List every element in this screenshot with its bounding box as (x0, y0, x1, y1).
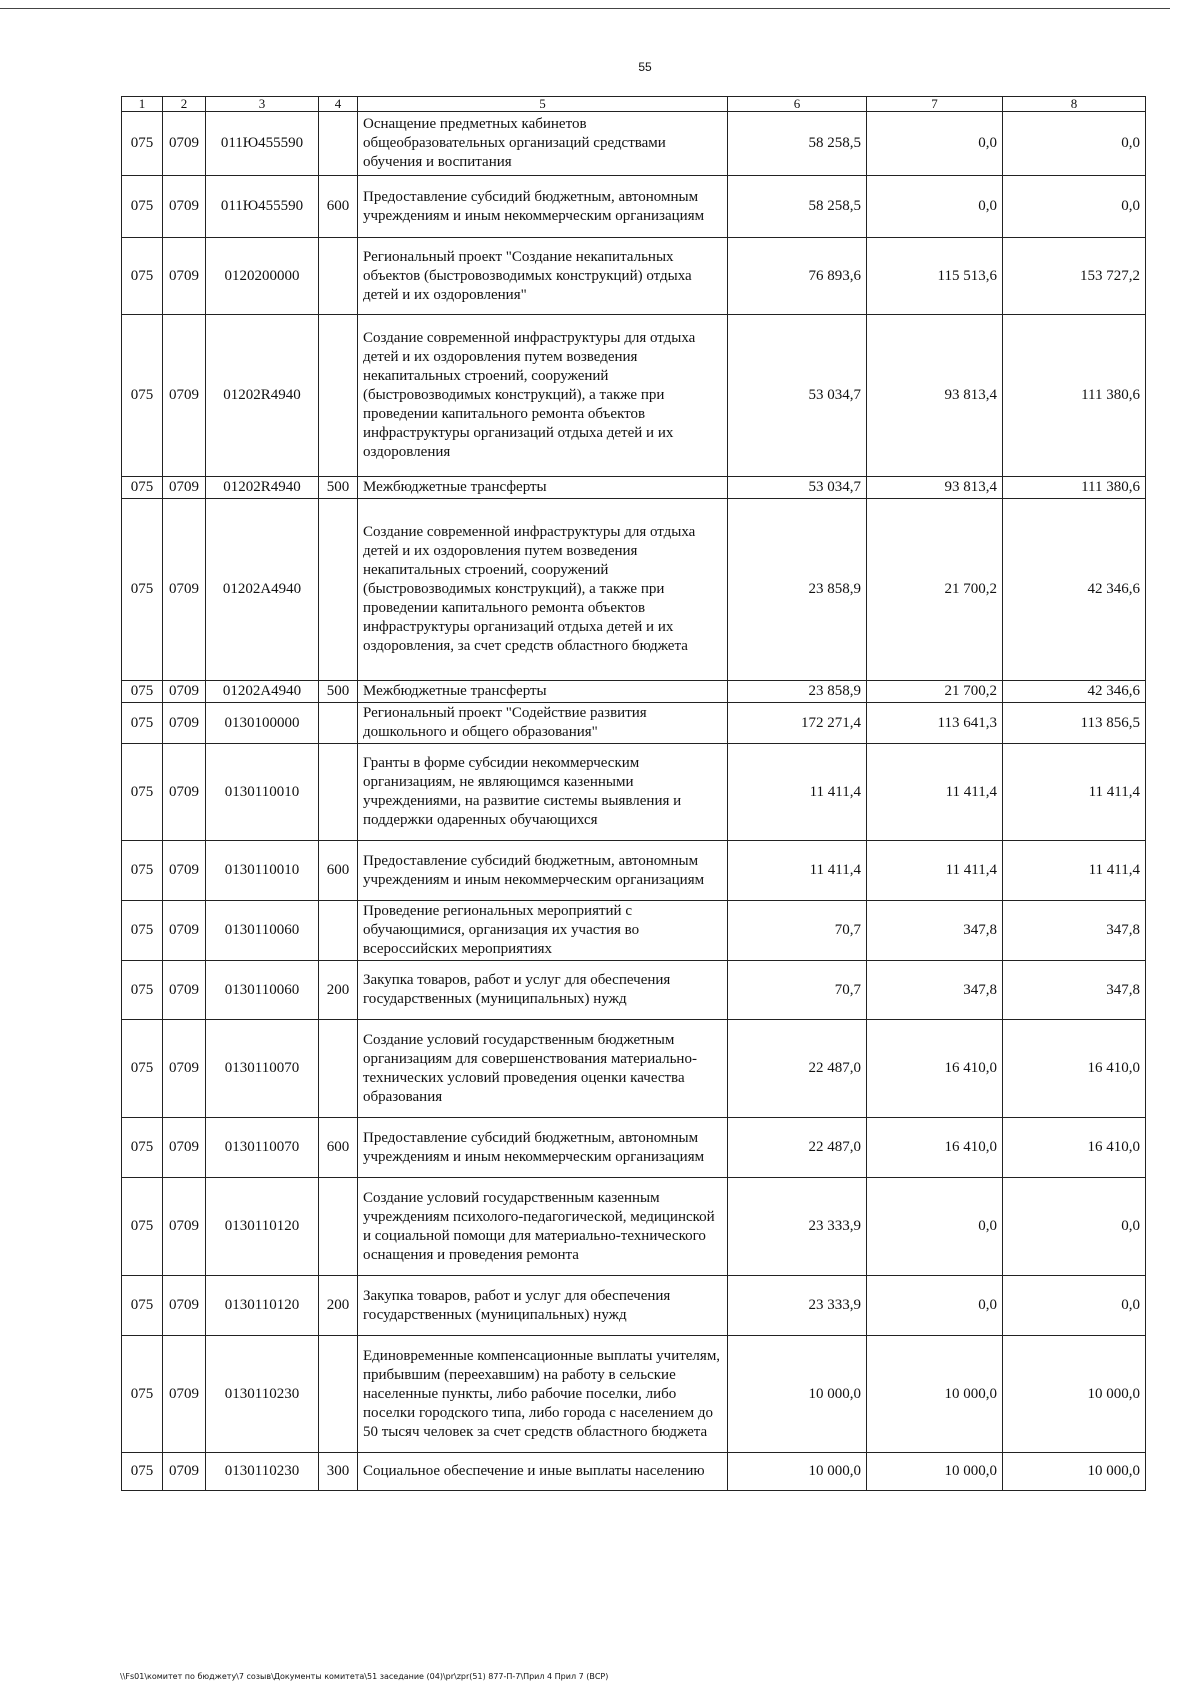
cell-expense-type: 300 (319, 1453, 358, 1491)
cell-amount-year1: 22 487,0 (728, 1118, 867, 1178)
cell-amount-year1: 23 333,9 (728, 1276, 867, 1336)
cell-description: Единовременные компенсационные выплаты учителям, прибывшим (переехавшим) на работу в сельские населенные пункты, либо рабочие поселки, либо поселки городского типа, либо города с населением до 50 тысяч человек за счет средств областного бюджета (358, 1336, 728, 1453)
cell-amount-year3: 16 410,0 (1003, 1020, 1146, 1118)
cell-amount-year3: 42 346,6 (1003, 499, 1146, 681)
table-row (122, 841, 1146, 901)
cell-section-code: 0709 (163, 176, 206, 238)
table-row (122, 681, 1146, 703)
cell-amount-year3: 347,8 (1003, 901, 1146, 961)
cell-admin-code: 075 (122, 477, 163, 499)
cell-amount-year3: 10 000,0 (1003, 1336, 1146, 1453)
cell-target-code: 01202R4940 (206, 477, 319, 499)
cell-section-code: 0709 (163, 681, 206, 703)
scan-top-border (0, 8, 1170, 9)
table-row (122, 499, 1146, 681)
cell-section-code: 0709 (163, 238, 206, 315)
cell-amount-year1: 70,7 (728, 901, 867, 961)
table-row (122, 1276, 1146, 1336)
cell-description: Предоставление субсидий бюджетным, автономным учреждениям и иным некоммерческим организациям (358, 1118, 728, 1178)
cell-amount-year1: 70,7 (728, 961, 867, 1020)
cell-description: Предоставление субсидий бюджетным, автономным учреждениям и иным некоммерческим организациям (358, 841, 728, 901)
cell-admin-code: 075 (122, 841, 163, 901)
cell-expense-type: 600 (319, 1118, 358, 1178)
cell-admin-code: 075 (122, 1336, 163, 1453)
cell-amount-year2: 0,0 (867, 176, 1003, 238)
table-row (122, 1118, 1146, 1178)
cell-amount-year2: 21 700,2 (867, 681, 1003, 703)
cell-amount-year1: 10 000,0 (728, 1336, 867, 1453)
cell-amount-year1: 11 411,4 (728, 744, 867, 841)
cell-section-code: 0709 (163, 1020, 206, 1118)
cell-expense-type (319, 744, 358, 841)
cell-admin-code: 075 (122, 112, 163, 176)
cell-amount-year2: 93 813,4 (867, 315, 1003, 477)
column-header: 8 (1003, 97, 1146, 112)
column-header: 5 (358, 97, 728, 112)
column-header: 6 (728, 97, 867, 112)
cell-amount-year3: 10 000,0 (1003, 1453, 1146, 1491)
cell-description: Создание условий государственным бюджетным организациям для совершенствования материально-технических условий проведения оценки качества образования (358, 1020, 728, 1118)
column-header: 3 (206, 97, 319, 112)
table-body (122, 112, 1146, 1491)
cell-amount-year3: 347,8 (1003, 961, 1146, 1020)
table-row (122, 901, 1146, 961)
cell-description: Межбюджетные трансферты (358, 477, 728, 499)
table-row (122, 315, 1146, 477)
cell-section-code: 0709 (163, 1276, 206, 1336)
cell-amount-year2: 16 410,0 (867, 1020, 1003, 1118)
cell-description: Проведение региональных мероприятий с обучающимися, организация их участия во всероссийских мероприятиях (358, 901, 728, 961)
cell-amount-year2: 0,0 (867, 112, 1003, 176)
cell-section-code: 0709 (163, 1453, 206, 1491)
cell-admin-code: 075 (122, 1118, 163, 1178)
cell-section-code: 0709 (163, 499, 206, 681)
cell-amount-year3: 113 856,5 (1003, 703, 1146, 744)
cell-amount-year3: 42 346,6 (1003, 681, 1146, 703)
cell-amount-year1: 53 034,7 (728, 315, 867, 477)
cell-amount-year3: 11 411,4 (1003, 841, 1146, 901)
cell-admin-code: 075 (122, 1020, 163, 1118)
cell-expense-type: 600 (319, 176, 358, 238)
table-row (122, 112, 1146, 176)
cell-description: Социальное обеспечение и иные выплаты населению (358, 1453, 728, 1491)
cell-expense-type: 600 (319, 841, 358, 901)
cell-expense-type (319, 499, 358, 681)
cell-target-code: 0130110230 (206, 1336, 319, 1453)
cell-expense-type (319, 238, 358, 315)
cell-description: Межбюджетные трансферты (358, 681, 728, 703)
cell-description: Закупка товаров, работ и услуг для обеспечения государственных (муниципальных) нужд (358, 1276, 728, 1336)
cell-description: Создание современной инфраструктуры для отдыха детей и их оздоровления путем возведения некапитальных строений, сооружений (быстровозводимых конструкций), а также при проведении капитального ремонта объектов инфраструктуры организаций отдыха детей и их оздоровления, за счет средств областного бюджета (358, 499, 728, 681)
cell-target-code: 01202A4940 (206, 681, 319, 703)
table-row (122, 1178, 1146, 1276)
cell-target-code: 0130110120 (206, 1178, 319, 1276)
cell-amount-year3: 111 380,6 (1003, 315, 1146, 477)
cell-target-code: 0130110230 (206, 1453, 319, 1491)
cell-section-code: 0709 (163, 703, 206, 744)
cell-description: Создание условий государственным казенным учреждениям психолого-педагогической, медицинской и социальной помощи для материально-технического оснащения и проведения ремонта (358, 1178, 728, 1276)
cell-amount-year2: 10 000,0 (867, 1453, 1003, 1491)
cell-admin-code: 075 (122, 901, 163, 961)
cell-amount-year3: 0,0 (1003, 112, 1146, 176)
cell-target-code: 0120200000 (206, 238, 319, 315)
cell-expense-type (319, 112, 358, 176)
table-row (122, 238, 1146, 315)
cell-amount-year1: 172 271,4 (728, 703, 867, 744)
cell-amount-year2: 93 813,4 (867, 477, 1003, 499)
table-row (122, 1453, 1146, 1491)
cell-description: Предоставление субсидий бюджетным, автономным учреждениям и иным некоммерческим организациям (358, 176, 728, 238)
column-header: 2 (163, 97, 206, 112)
cell-admin-code: 075 (122, 315, 163, 477)
cell-section-code: 0709 (163, 841, 206, 901)
cell-expense-type (319, 901, 358, 961)
cell-target-code: 0130110070 (206, 1118, 319, 1178)
cell-section-code: 0709 (163, 1118, 206, 1178)
cell-expense-type (319, 1020, 358, 1118)
cell-amount-year2: 0,0 (867, 1178, 1003, 1276)
cell-amount-year3: 0,0 (1003, 1276, 1146, 1336)
cell-expense-type (319, 703, 358, 744)
cell-amount-year1: 53 034,7 (728, 477, 867, 499)
cell-admin-code: 075 (122, 499, 163, 681)
cell-target-code: 0130110010 (206, 744, 319, 841)
cell-expense-type (319, 1336, 358, 1453)
cell-amount-year2: 11 411,4 (867, 841, 1003, 901)
cell-amount-year3: 0,0 (1003, 176, 1146, 238)
cell-target-code: 01202A4940 (206, 499, 319, 681)
page-number: 55 (638, 60, 652, 74)
cell-admin-code: 075 (122, 961, 163, 1020)
cell-admin-code: 075 (122, 1276, 163, 1336)
column-header: 1 (122, 97, 163, 112)
cell-admin-code: 075 (122, 1453, 163, 1491)
table-header-row (122, 97, 1146, 112)
cell-target-code: 0130110070 (206, 1020, 319, 1118)
cell-amount-year3: 111 380,6 (1003, 477, 1146, 499)
cell-amount-year1: 23 858,9 (728, 499, 867, 681)
cell-expense-type (319, 315, 358, 477)
cell-target-code: 011Ю455590 (206, 112, 319, 176)
cell-amount-year2: 347,8 (867, 961, 1003, 1020)
cell-target-code: 0130100000 (206, 703, 319, 744)
cell-admin-code: 075 (122, 238, 163, 315)
budget-table (121, 96, 1146, 1491)
cell-amount-year2: 115 513,6 (867, 238, 1003, 315)
cell-expense-type: 500 (319, 681, 358, 703)
table-row (122, 1336, 1146, 1453)
cell-amount-year2: 21 700,2 (867, 499, 1003, 681)
cell-section-code: 0709 (163, 744, 206, 841)
cell-admin-code: 075 (122, 176, 163, 238)
cell-target-code: 0130110060 (206, 961, 319, 1020)
column-header: 4 (319, 97, 358, 112)
cell-section-code: 0709 (163, 315, 206, 477)
cell-amount-year2: 0,0 (867, 1276, 1003, 1336)
cell-description: Закупка товаров, работ и услуг для обеспечения государственных (муниципальных) нужд (358, 961, 728, 1020)
table-row (122, 703, 1146, 744)
column-header: 7 (867, 97, 1003, 112)
cell-admin-code: 075 (122, 744, 163, 841)
cell-description: Оснащение предметных кабинетов общеобразовательных организаций средствами обучения и воспитания (358, 112, 728, 176)
cell-target-code: 0130110120 (206, 1276, 319, 1336)
cell-section-code: 0709 (163, 1178, 206, 1276)
footer-file-path: \\Fs01\комитет по бюджету\7 созыв\Документы комитета\51 заседание (04)\pr\zpr(51) 877-П-7\Прил 4 Прил 7 (ВСР) (120, 1672, 609, 1681)
cell-admin-code: 075 (122, 681, 163, 703)
cell-expense-type: 200 (319, 1276, 358, 1336)
cell-section-code: 0709 (163, 961, 206, 1020)
cell-amount-year2: 113 641,3 (867, 703, 1003, 744)
cell-amount-year1: 76 893,6 (728, 238, 867, 315)
cell-amount-year3: 11 411,4 (1003, 744, 1146, 841)
table-row (122, 961, 1146, 1020)
cell-amount-year2: 10 000,0 (867, 1336, 1003, 1453)
cell-section-code: 0709 (163, 477, 206, 499)
cell-admin-code: 075 (122, 703, 163, 744)
cell-amount-year2: 347,8 (867, 901, 1003, 961)
table-row (122, 477, 1146, 499)
cell-amount-year1: 58 258,5 (728, 176, 867, 238)
cell-amount-year1: 11 411,4 (728, 841, 867, 901)
cell-amount-year3: 0,0 (1003, 1178, 1146, 1276)
cell-section-code: 0709 (163, 112, 206, 176)
cell-amount-year2: 16 410,0 (867, 1118, 1003, 1178)
cell-amount-year1: 58 258,5 (728, 112, 867, 176)
cell-target-code: 011Ю455590 (206, 176, 319, 238)
cell-amount-year1: 10 000,0 (728, 1453, 867, 1491)
table-row (122, 744, 1146, 841)
cell-amount-year2: 11 411,4 (867, 744, 1003, 841)
cell-amount-year1: 22 487,0 (728, 1020, 867, 1118)
cell-target-code: 01202R4940 (206, 315, 319, 477)
cell-target-code: 0130110010 (206, 841, 319, 901)
cell-description: Создание современной инфраструктуры для отдыха детей и их оздоровления путем возведения некапитальных строений, сооружений (быстровозводимых конструкций), а также при проведении капитального ремонта объектов инфраструктуры организаций отдыха детей и их оздоровления (358, 315, 728, 477)
cell-expense-type: 200 (319, 961, 358, 1020)
cell-description: Региональный проект "Содействие развития дошкольного и общего образования" (358, 703, 728, 744)
cell-expense-type: 500 (319, 477, 358, 499)
cell-description: Региональный проект "Создание некапитальных объектов (быстровозводимых конструкций) отдыха детей и их оздоровления" (358, 238, 728, 315)
table-row (122, 1020, 1146, 1118)
cell-amount-year3: 153 727,2 (1003, 238, 1146, 315)
cell-target-code: 0130110060 (206, 901, 319, 961)
cell-amount-year1: 23 858,9 (728, 681, 867, 703)
cell-expense-type (319, 1178, 358, 1276)
cell-section-code: 0709 (163, 1336, 206, 1453)
table-row (122, 176, 1146, 238)
cell-amount-year3: 16 410,0 (1003, 1118, 1146, 1178)
cell-admin-code: 075 (122, 1178, 163, 1276)
cell-description: Гранты в форме субсидии некоммерческим организациям, не являющимся казенными учреждениями, на развитие системы выявления и поддержки одаренных обучающихся (358, 744, 728, 841)
cell-section-code: 0709 (163, 901, 206, 961)
cell-amount-year1: 23 333,9 (728, 1178, 867, 1276)
